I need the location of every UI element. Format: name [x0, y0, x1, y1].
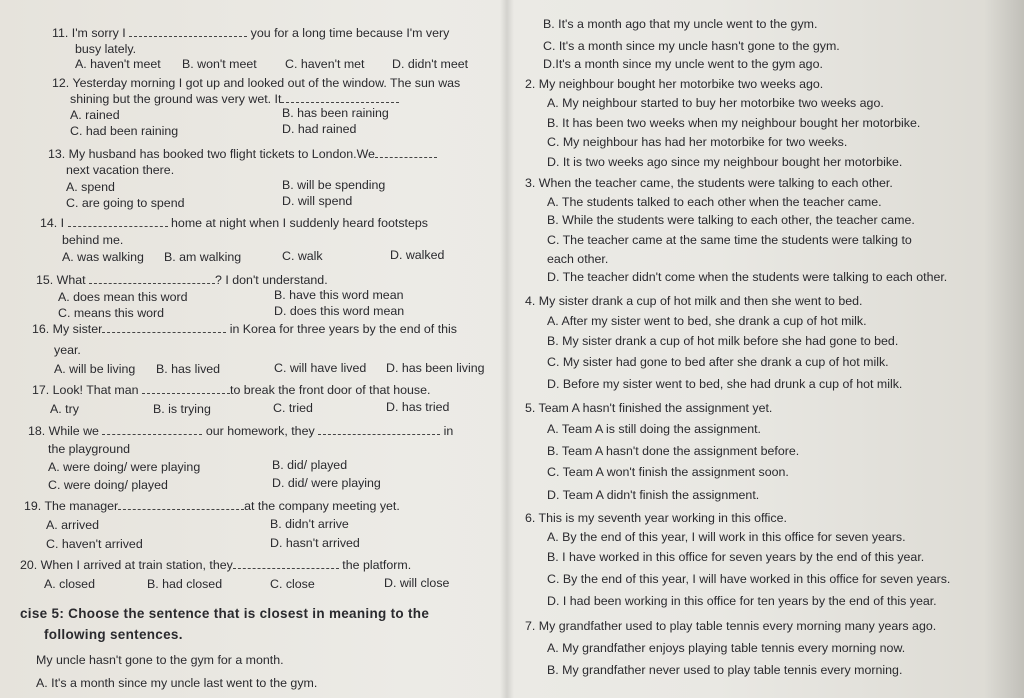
q11-option-a: A. haven't meet: [75, 57, 161, 71]
ex5-q2-stem: 2. My neighbour bought her motorbike two weeks ago.: [525, 77, 824, 91]
q14-option-a: A. was walking: [62, 250, 144, 264]
q15-option-c: C. means this word: [58, 306, 165, 320]
ex5-q6-option-c: C. By the end of this year, I will have worked in this office for seven years.: [547, 572, 951, 586]
q14-stem-cont: behind me.: [62, 233, 124, 247]
page-fold: [500, 0, 514, 698]
q14-option-c: C. walk: [282, 249, 323, 263]
ex5-q5-option-a: A. Team A is still doing the assignment.: [547, 422, 761, 436]
q12-option-a: A. rained: [70, 108, 120, 122]
q17-option-c: C. tried: [273, 401, 313, 415]
q11-option-c: C. haven't met: [285, 57, 365, 71]
q13-option-b: B. will be spending: [282, 178, 386, 192]
q15-option-d: D. does this word mean: [274, 304, 405, 318]
ex5-q3-option-b: B. While the students were talking to each other, the teacher came.: [547, 213, 915, 227]
ex5-q1-option-a: A. It's a month since my uncle last went to the gym.: [36, 676, 318, 690]
q20-option-d: D. will close: [384, 576, 450, 590]
ex5-q5-option-b: B. Team A hasn't done the assignment before.: [547, 444, 800, 458]
ex5-q3-option-a: A. The students talked to each other when the teacher came.: [547, 195, 882, 209]
q18-stem: 18. While we our homework, they in: [28, 424, 454, 438]
ex5-q5-option-d: D. Team A didn't finish the assignment.: [547, 488, 760, 502]
ex5-q5-option-c: C. Team A won't finish the assignment soon.: [547, 465, 789, 479]
ex5-q4-option-b: B. My sister drank a cup of hot milk before she had gone to bed.: [547, 334, 899, 348]
ex5-q2-option-d: D. It is two weeks ago since my neighbour bought her motorbike.: [547, 155, 903, 169]
ex5-q4-option-c: C. My sister had gone to bed after she drank a cup of hot milk.: [547, 355, 889, 369]
ex5-q3-option-d: D. The teacher didn't come when the students were talking to each other.: [547, 270, 948, 284]
ex5-q4-stem: 4. My sister drank a cup of hot milk and then she went to bed.: [525, 294, 863, 308]
q13-option-d: D. will spend: [282, 194, 353, 208]
q19-option-b: B. didn't arrive: [270, 517, 349, 531]
q18-option-a: A. were doing/ were playing: [48, 460, 201, 474]
q16-stem: 16. My sister in Korea for three years by the end of this: [32, 322, 457, 336]
ex5-q7-option-a: A. My grandfather enjoys playing table tennis every morning now.: [547, 641, 906, 655]
q17-stem: 17. Look! That man to break the front door of that house.: [32, 383, 431, 397]
q17-option-d: D. has tried: [386, 400, 450, 414]
ex5-q7-option-b: B. My grandfather never used to play table tennis every morning.: [547, 663, 903, 677]
q19-stem: 19. The manager at the company meeting yet.: [24, 499, 400, 513]
q16-option-a: A. will be living: [54, 362, 136, 376]
q13-stem: 13. My husband has booked two flight tickets to London.We: [48, 147, 437, 162]
q16-option-b: B. has lived: [156, 362, 221, 376]
q14-stem: 14. I home at night when I suddenly heard footsteps: [40, 216, 428, 230]
q11-option-d: D. didn't meet: [392, 57, 469, 71]
exercise-5-heading-cont: following sentences.: [44, 627, 183, 642]
ex5-q6-option-b: B. I have worked in this office for seven years by the end of this year.: [547, 550, 925, 564]
q12-stem-cont: shining but the ground was very wet. It: [70, 92, 399, 107]
ex5-q3-stem: 3. When the teacher came, the students were talking to each other.: [525, 176, 893, 190]
q16-option-c: C. will have lived: [274, 361, 367, 375]
ex5-q6-option-a: A. By the end of this year, I will work in this office for seven years.: [547, 530, 906, 544]
q13-option-c: C. are going to spend: [66, 196, 185, 210]
ex5-q2-option-a: A. My neighbour started to buy her motorbike two weeks ago.: [547, 96, 884, 110]
ex5-q1-stem: My uncle hasn't gone to the gym for a month.: [36, 653, 284, 667]
page-shadow: [984, 0, 1024, 698]
q12-option-d: D. had rained: [282, 122, 357, 136]
ex5-q3-option-c-cont: each other.: [547, 252, 609, 266]
ex5-q4-option-a: A. After my sister went to bed, she drank a cup of hot milk.: [547, 314, 867, 328]
q17-option-a: A. try: [50, 402, 79, 416]
q16-stem-cont: year.: [54, 343, 81, 357]
ex5-q6-stem: 6. This is my seventh year working in this office.: [525, 511, 787, 525]
q13-option-a: A. spend: [66, 180, 115, 194]
q12-option-c: C. had been raining: [70, 124, 179, 138]
q14-option-b: B. am walking: [164, 250, 242, 264]
q15-stem: 15. What ? I don't understand.: [36, 273, 328, 287]
q15-option-a: A. does mean this word: [58, 290, 188, 304]
q20-option-a: A. closed: [44, 577, 95, 591]
ex5-q5-stem: 5. Team A hasn't finished the assignment yet.: [525, 401, 773, 415]
ex5-q1-option-c: C. It's a month since my uncle hasn't gone to the gym.: [543, 39, 840, 53]
q16-option-d: D. has been living: [386, 361, 485, 375]
q11-option-b: B. won't meet: [182, 57, 257, 71]
q12-stem: 12. Yesterday morning I got up and looked out of the window. The sun was: [52, 76, 461, 90]
q18-option-c: C. were doing/ played: [48, 478, 168, 492]
ex5-q4-option-d: D. Before my sister went to bed, she had drunk a cup of hot milk.: [547, 377, 903, 391]
q13-stem-cont: next vacation there.: [66, 163, 175, 177]
ex5-q1-option-d: D.It's a month since my uncle went to the gym ago.: [543, 57, 823, 71]
ex5-q7-stem: 7. My grandfather used to play table tennis every morning many years ago.: [525, 619, 937, 633]
ex5-q2-option-c: C. My neighbour has had her motorbike for two weeks.: [547, 135, 848, 149]
ex5-q2-option-b: B. It has been two weeks when my neighbour bought her motorbike.: [547, 116, 921, 130]
q20-stem: 20. When I arrived at train station, they the platform.: [20, 558, 412, 572]
q19-option-d: D. hasn't arrived: [270, 536, 360, 550]
q15-option-b: B. have this word mean: [274, 288, 404, 302]
q18-stem-cont: the playground: [48, 442, 130, 456]
exercise-5-heading: cise 5: Choose the sentence that is closest in meaning to the: [20, 606, 430, 621]
q20-option-c: C. close: [270, 577, 315, 591]
ex5-q6-option-d: D. I had been working in this office for ten years by the end of this year.: [547, 594, 937, 608]
q17-option-b: B. is trying: [153, 402, 211, 416]
q14-option-d: D. walked: [390, 248, 445, 262]
q20-option-b: B. had closed: [147, 577, 223, 591]
q11-stem: 11. I'm sorry I you for a long time because I'm very: [52, 26, 450, 40]
q19-option-c: C. haven't arrived: [46, 537, 143, 551]
q18-option-d: D. did/ were playing: [272, 476, 381, 490]
q12-option-b: B. has been raining: [282, 106, 389, 120]
q11-stem-cont: busy lately.: [75, 42, 137, 56]
q18-option-b: B. did/ played: [272, 458, 348, 472]
ex5-q3-option-c: C. The teacher came at the same time the students were talking to: [547, 233, 912, 247]
ex5-q1-option-b: B. It's a month ago that my uncle went to the gym.: [543, 17, 818, 31]
q19-option-a: A. arrived: [46, 518, 100, 532]
